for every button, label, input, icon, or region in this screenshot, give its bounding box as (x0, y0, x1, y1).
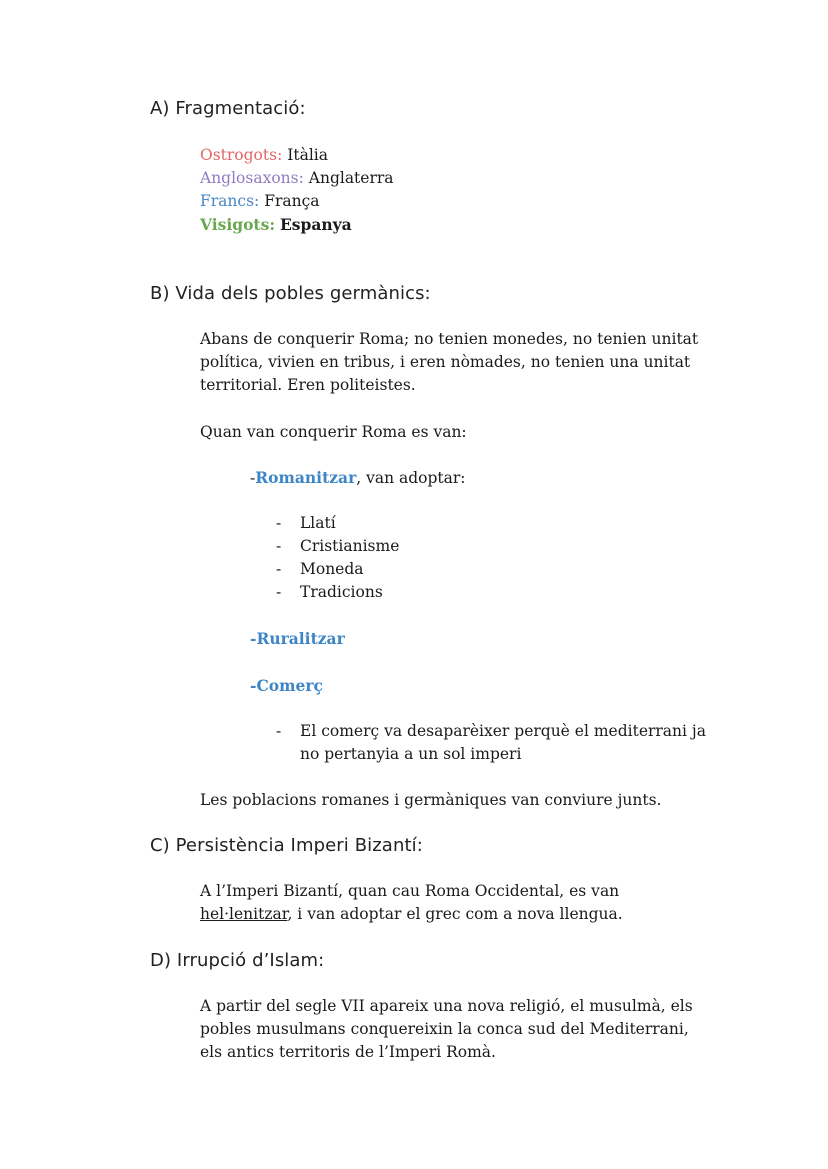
comerc-list (276, 720, 726, 766)
section-b-heading: B) Vida dels pobles germànics: (150, 283, 431, 304)
list-item (276, 535, 726, 558)
fragmentation-list (200, 144, 700, 237)
fragment-item-anglosaxons (200, 167, 700, 190)
section-c-text-before: A l’Imperi Bizantí, quan cau Roma Occidental, es van (200, 882, 620, 900)
people-anglosaxons: Anglosaxons: (200, 169, 304, 187)
list-item-text: Moneda (300, 560, 364, 578)
ruralitzar-line (250, 627, 700, 651)
section-c-heading: C) Persistència Imperi Bizantí: (150, 835, 423, 856)
list-item (276, 512, 726, 535)
romanitzar-dash: - (250, 469, 256, 487)
romanitzar-line (250, 466, 700, 490)
place-franca: França (264, 192, 320, 210)
place-anglaterra: Anglaterra (308, 169, 394, 187)
romanitzar-list (276, 512, 726, 604)
place-espanya: Espanya (279, 215, 352, 234)
list-item (276, 558, 726, 581)
list-item-text: Cristianisme (300, 537, 400, 555)
section-a-heading: A) Fragmentació: (150, 98, 306, 119)
ruralitzar-term: Ruralitzar (256, 629, 345, 648)
list-dash: - (276, 583, 282, 601)
list-item (276, 581, 726, 604)
fragment-item-ostrogots (200, 144, 700, 167)
people-visigots: Visigots: (200, 215, 276, 234)
section-d-heading: D) Irrupció d’Islam: (150, 950, 325, 971)
list-dash: - (276, 560, 282, 578)
list-item-text: Llatí (300, 514, 336, 532)
hellenitzar-term: hel·lenitzar (200, 905, 288, 923)
romanitzar-term: Romanitzar (255, 468, 357, 487)
list-item-text: Tradicions (300, 583, 383, 601)
people-ostrogots: Ostrogots: (200, 146, 283, 164)
comerc-line (250, 674, 700, 698)
romanitzar-rest: , van adoptar: (356, 469, 466, 487)
section-b-lead: Quan van conquerir Roma es van: (200, 423, 467, 441)
list-dash: - (276, 722, 282, 740)
section-b-closing: Les poblacions romanes i germàniques van conviure junts. (200, 791, 662, 809)
section-c-text-after: , i van adoptar el grec com a nova llengua. (287, 905, 623, 923)
list-dash: - (276, 537, 282, 555)
fragment-item-visigots (200, 213, 700, 237)
list-dash: - (276, 514, 282, 532)
ruralitzar-dash: - (250, 629, 257, 648)
list-item (276, 720, 726, 766)
list-item-text: El comerç va desaparèixer perquè el mediterrani ja no pertanyia a un sol imperi (300, 722, 706, 763)
people-francs: Francs: (200, 192, 260, 210)
section-d-text: A partir del segle VII apareix una nova religió, el musulmà, els pobles musulmans conquereixin la conca sud del Mediterrani, els antics territoris de l’Imperi Romà. (200, 997, 693, 1061)
place-italia: Itàlia (287, 146, 328, 164)
comerc-term: Comerç (256, 676, 323, 695)
section-b-intro: Abans de conquerir Roma; no tenien monedes, no tenien unitat política, vivien en tribus, i eren nòmades, no tenien una unitat territorial. Eren politeistes. (200, 330, 699, 394)
section-c-text (200, 880, 710, 926)
comerc-dash: - (250, 676, 257, 695)
fragment-item-francs (200, 190, 700, 213)
